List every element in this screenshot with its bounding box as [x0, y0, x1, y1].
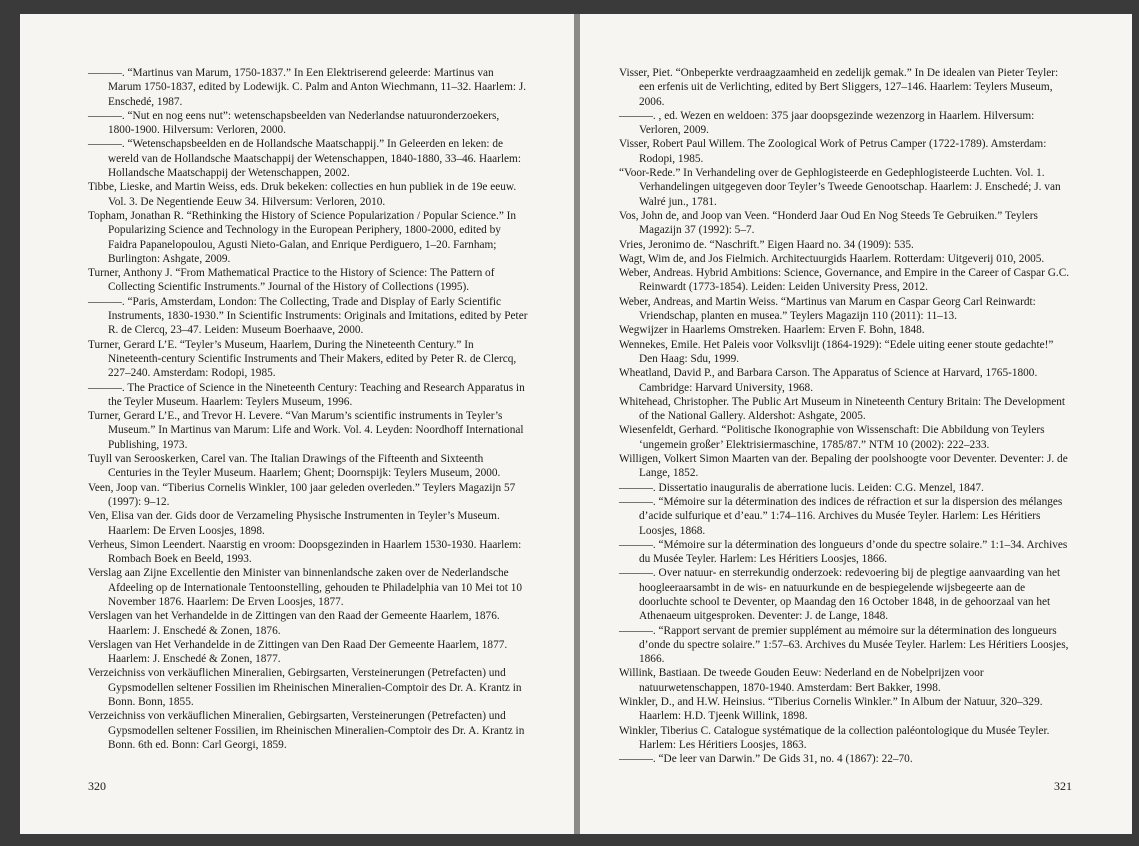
bibliography-entry: “Voor-Rede.” In Verhandeling over de Gephlogisteerde en Gedephlogisteerde Luchten. Vol. 1. Verhandelingen uitgegeven door Teyler’s Tweede Genootschap. Haarlem: J. Enschedé; J. van Walré jun., 1781.	[619, 167, 1061, 208]
bibliography-entry: Weber, Andreas. Hybrid Ambitions: Science, Governance, and Empire in the Career of Caspar G.C. Reinwardt (1773-1854). Leiden: Leiden University Press, 2012.	[619, 267, 1070, 294]
bibliography-entry: Vos, John de, and Joop van Veen. “Honderd Jaar Oud En Nog Steeds Te Gebruiken.” Teylers Magazijn 37 (1992): 5–7.	[619, 209, 1038, 237]
bibliography-entry: Willink, Bastiaan. De tweede Gouden Eeuw: Nederland en de Nobelprijzen voor natuurwetenschappen, 1870-1940. Amsterdam: Bert Bakker, 1998.	[619, 667, 984, 694]
page-number-left: 320	[88, 779, 106, 793]
bibliography-entry: Visser, Robert Paul Willem. The Zoological Work of Petrus Camper (1722-1789). Amsterdam: Rodopi, 1985.	[619, 138, 1047, 165]
bibliography-entry: Vries, Jeronimo de. “Naschrift.” Eigen Haard no. 34 (1909): 535.	[619, 238, 914, 251]
bibliography-entry: ———. Dissertatio inauguralis de aberratione lucis. Leiden: C.G. Menzel, 1847.	[619, 481, 984, 494]
bibliography-entry: Verzeichniss von verkäuflichen Mineralien, Gebirgsarten, Versteinerungen (Petrefacten) und Gypsmodellen seltener Fossilien, im Rheinischen Mineralien-Comptoir des Dr. A. Krantz in Bonn. 6th ed. Bonn: Carl Georgi, 1859.	[88, 710, 525, 751]
bibliography-entry: ———. “Nut en nog eens nut”: wetenschapsbeelden van Nederlandse natuuronderzoekers, 1800-1900. Hilversum: Verloren, 2000.	[88, 109, 500, 137]
bibliography-entry: Wennekes, Emile. Het Paleis voor Volksvlijt (1864-1929): “Edele uiting eener stoute gedachte!” Den Haag: Sdu, 1999.	[619, 338, 1054, 365]
bibliography-entry: ———. “Mémoire sur la détermination des longueurs d’onde du spectre solaire.” 1:1–34. Archives du Musée Teyler. Harlem: Les Héritiers Loosjes, 1866.	[619, 538, 1068, 566]
bibliography-entry: Winkler, Tiberius C. Catalogue systématique de la collection paléontologique du Musée Teyler. Harlem: Les Héritiers Loosjes, 1863.	[619, 724, 1050, 751]
bibliography-entry: Wiesenfeldt, Gerhard. “Politische Ikonographie von Wissenschaft: Die Abbildung von Teylers ‘ungemein großer’ Elektrisiermaschine, 1785/87.” NTM 10 (2002): 222–233.	[619, 424, 1045, 451]
bibliography-entry: ———. “Mémoire sur la détermination des indices de réfraction et sur la dispersion des mélanges d’acide sulfurique et d’eau.” 1:74–116. Archives du Musée Teyler. Harlem: Les Héritiers Loosjes, 1868.	[619, 495, 1063, 537]
bibliography-entry: Verslagen van Het Verhandelde in de Zittingen van Den Raad Der Gemeente Haarlem, 1877. Haarlem: J. Enschedé & Zonen, 1877.	[88, 638, 508, 666]
right-page	[580, 14, 1132, 834]
bibliography-list-left	[88, 66, 528, 752]
bibliography-entry: Turner, Anthony J. “From Mathematical Practice to the History of Science: The Pattern of Collecting Scientific Instruments.” Journal of the History of Collections (1995).	[88, 267, 495, 294]
bibliography-entry: Verzeichniss von verkäuflichen Mineralien, Gebirgsarten, Versteinerungen (Petrefacten) und Gypsmodellen seltener Fossilien im Rheinischen Mineralien-Comptoir des Dr. A. Krantz in Bonn. Bonn, 1855.	[88, 667, 522, 709]
bibliography-entry: Veen, Joop van. “Tiberius Cornelis Winkler, 100 jaar geleden overleden.” Teylers Magazijn 57 (1997): 9–12.	[88, 481, 516, 508]
bibliography-entry: ———. “Paris, Amsterdam, London: The Collecting, Trade and Display of Early Scientific Instruments, 1830-1930.” In Scientific Instruments: Originals and Imitations, edited by Peter R. de Clercq, 23–47. Leiden: Museum Boerhaave, 2000.	[88, 295, 528, 337]
bibliography-entry: ———. “Wetenschapsbeelden en de Hollandsche Maatschappij.” In Geleerden en leken: de wereld van de Hollandsche Maatschappij der Wetenschappen, 1840-1880, 33–46. Haarlem: Hollandsche Maatschappij der Wetenschappen, 2002.	[88, 138, 521, 180]
bibliography-entry: ———. “Martinus van Marum, 1750-1837.” In Een Elektriserend geleerde: Martinus van Marum 1750-1837, edited by Lodewijk. C. Palm and Anton Wiechmann, 11–32. Haarlem: J. Enschedé, 1987.	[88, 67, 527, 108]
bibliography-list-right	[619, 66, 1074, 767]
bibliography-entry: Willigen, Volkert Simon Maarten van der. Bepaling der poolshoogte voor Deventer. Deventer: J. de Lange, 1852.	[619, 453, 1068, 480]
bibliography-entry: ———. The Practice of Science in the Nineteenth Century: Teaching and Research Apparatus in the Teyler Museum. Haarlem: Teylers Museum, 1996.	[88, 381, 525, 408]
bibliography-entry: Wagt, Wim de, and Jos Fielmich. Architectuurgids Haarlem. Rotterdam: Uitgeverij 010, 2005.	[619, 252, 1045, 265]
bibliography-entry: Weber, Andreas, and Martin Weiss. “Martinus van Marum en Caspar Georg Carl Reinwardt: Vriendschap, planten en musea.” Teylers Magazijn 110 (2011): 11–13.	[619, 295, 1036, 323]
bibliography-entry: ———. “De leer van Darwin.” De Gids 31, no. 4 (1867): 22–70.	[619, 753, 913, 766]
bibliography-entry: Whitehead, Christopher. The Public Art Museum in Nineteenth Century Britain: The Development of the National Gallery. Aldershot: Ashgate, 2005.	[619, 395, 1066, 423]
bibliography-entry: Tuyll van Serooskerken, Carel van. The Italian Drawings of the Fifteenth and Sixteenth Centuries in the Teyler Museum. Haarlem; Ghent; Doornspijk: Teylers Museum, 2000.	[88, 453, 501, 480]
bibliography-entry: Wheatland, David P., and Barbara Carson. The Apparatus of Science at Harvard, 1765-1800. Cambridge: Harvard University, 1968.	[619, 367, 1038, 394]
bibliography-entry: Tibbe, Lieske, and Martin Weiss, eds. Druk bekeken: collecties en hun publiek in de 19e eeuw. Vol. 3. De Negentiende Eeuw 34. Hilversum: Verloren, 2010.	[88, 181, 517, 208]
bibliography-entry: Topham, Jonathan R. “Rethinking the History of Science Popularization / Popular Science.” In Popularizing Science and Technology in the European Periphery, 1800-2000, edited by Faidra Papanelopoulou, Agusti Nieto-Galan, and Enrique Perdiguero, 1–20. Farnham; Burlington: Ashgate, 2009.	[88, 209, 517, 265]
left-page	[20, 14, 574, 834]
bibliography-entry: Turner, Gerard L’E., and Trevor H. Levere. “Van Marum’s scientific instruments in Teyler’s Museum.” In Martinus van Marum: Life and Work. Vol. 4. Leyden: Noordhoff International Publishing, 1973.	[88, 410, 524, 451]
bibliography-entry: ———. Over natuur- en sterrekundig onderzoek: redevoering bij de plegtige aanvaarding van het hoogleeraarsambt in de wis- en natuurkunde en de bespiegelende wijsbegeerte aan de doorluchte school te Deventer, op Maandag den 16 October 1848, in de gehoorzaal van het Athenaeum uitgesproken. Deventer: J. de Lange, 1848.	[619, 567, 1061, 623]
bibliography-entry: Ven, Elisa van der. Gids door de Verzameling Physische Instrumenten in Teyler’s Museum. Haarlem: De Erven Loosjes, 1898.	[88, 510, 500, 537]
bibliography-entry: Verslag aan Zijne Excellentie den Minister van binnenlandsche zaken over de Nederlandsche Afdeeling op de Internationale Tentoonstelling, gehouden te Philadelphia van 10 Mei tot 10 November 1876. Haarlem: De Erven Loosjes, 1877.	[88, 567, 523, 608]
bibliography-entry: Winkler, D., and H.W. Heinsius. “Tiberius Cornelis Winkler.” In Album der Natuur, 320–329. Haarlem: H.D. Tjeenk Willink, 1898.	[619, 696, 1043, 723]
bibliography-entry: ———. , ed. Wezen en weldoen: 375 jaar doopsgezinde wezenzorg in Haarlem. Hilversum: Verloren, 2009.	[619, 109, 1035, 137]
bibliography-entry: Verheus, Simon Leendert. Naarstig en vroom: Doopsgezinden in Haarlem 1530-1930. Haarlem: Rombach Boek en Beeld, 1993.	[88, 538, 522, 566]
bibliography-entry: Wegwijzer in Haarlems Omstreken. Haarlem: Erven F. Bohn, 1848.	[619, 324, 925, 337]
bibliography-entry: Turner, Gerard L’E. “Teyler’s Museum, Haarlem, During the Nineteenth Century.” In Nineteenth-century Scientific Instruments and Their Makers, edited by Peter R. de Clercq, 227–240. Amsterdam: Rodopi, 1985.	[88, 338, 517, 380]
bibliography-entry: ———. “Rapport servant de premier supplément au mémoire sur la détermination des longueurs d’onde du spectre solaire.” 1:57–63. Archives du Musée Teyler. Harlem: Les Héritiers Loosjes, 1866.	[619, 624, 1069, 666]
bibliography-entry: Visser, Piet. “Onbeperkte verdraagzaamheid en zedelijk gemak.” In De idealen van Pieter Teyler: een erfenis uit de Verlichting, edited by Bert Sliggers, 127–146. Haarlem: Teylers Museum, 2006.	[619, 67, 1059, 108]
bibliography-entry: Verslagen van het Verhandelde in de Zittingen van den Raad der Gemeente Haarlem, 1876. Haarlem: J. Enschedé & Zonen, 1876.	[88, 610, 500, 637]
page-number-right: 321	[1054, 779, 1072, 793]
